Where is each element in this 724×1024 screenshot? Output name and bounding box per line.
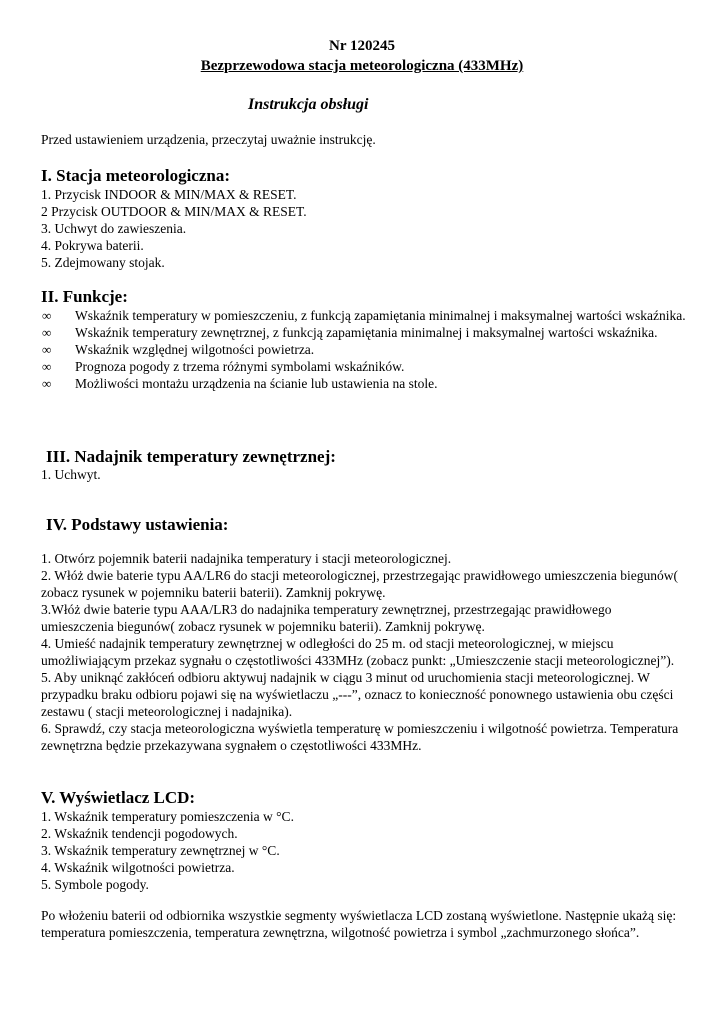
list-item: 1. Otwórz pojemnik baterii nadajnika temperatury i stacji meteorologicznej. (41, 551, 452, 566)
infinity-bullet-icon: ∞ (42, 325, 52, 340)
list-item: 4. Pokrywa baterii. (41, 238, 144, 253)
section-4-title: IV. Podstawy ustawienia: (46, 515, 229, 534)
infinity-bullet-icon: ∞ (42, 342, 52, 357)
list-item: 2. Włóż dwie baterie typu AA/LR6 do stacji meteorologicznej, przestrzegając prawidłowego umieszczenia biegunów( zobacz rysunek w pojemniku baterii baterii). Zamknij pokrywę. (41, 568, 679, 600)
section-4 (46, 515, 228, 535)
section-1 (41, 166, 307, 271)
section-5-title: V. Wyświetlacz LCD: (41, 788, 196, 807)
list-item: 6. Sprawdź, czy stacja meteorologiczna wyświetla temperaturę w pomieszczeniu i wilgotność powietrza. Temperatura zewnętrzna będzie przekazywana sygnałem o częstotliwości 433MHz. (41, 721, 679, 753)
list-item: 3. Wskaźnik temperatury zewnętrznej w °C. (41, 843, 280, 858)
section-5-note (41, 907, 681, 941)
list-item: ∞ Wskaźnik temperatury zewnętrznej, z funkcją zapamiętania minimalnej i maksymalnej wartości wskaźnika. (42, 325, 658, 340)
section-2-list (42, 307, 715, 392)
infinity-bullet-icon: ∞ (42, 376, 52, 391)
list-item: 4. Umieść nadajnik temperatury zewnętrznej w odległości do 25 m. od stacji meteorologicznej, w miejscu umożliwiającym przekaz sygnału o częstotliwości 433MHz (zobacz punkt: „Umieszczenie stacji meteorologicznej”). (41, 636, 675, 668)
section-5 (41, 788, 294, 893)
list-item: 5. Symbole pogody. (41, 877, 149, 892)
list-item: 1. Uchwyt. (41, 467, 101, 482)
instruction-heading: Instrukcja obsługi (248, 96, 369, 113)
list-item: 2. Wskaźnik tendencji pogodowych. (41, 826, 238, 841)
intro-text: Przed ustawieniem urządzenia, przeczytaj uważnie instrukcję. (41, 132, 376, 147)
list-item: 1. Przycisk INDOOR & MIN/MAX & RESET. (41, 187, 297, 202)
list-item: ∞ Możliwości montażu urządzenia na ścianie lub ustawienia na stole. (42, 376, 438, 391)
list-item: ∞ Wskaźnik temperatury w pomieszczeniu, z funkcją zapamiętania minimalnej i maksymalnej wartości wskaźnika. (42, 308, 686, 323)
list-item: ∞ Prognoza pogody z trzema różnymi symbolami wskaźników. (42, 359, 405, 374)
section-2-title: II. Funkcje: (41, 287, 128, 306)
section-3 (46, 447, 336, 467)
list-item: 1. Wskaźnik temperatury pomieszczenia w °C. (41, 809, 294, 824)
infinity-bullet-icon: ∞ (42, 359, 52, 374)
section-3-title: III. Nadajnik temperatury zewnętrznej: (46, 447, 336, 466)
list-item: 3.Włóż dwie baterie typu AAA/LR3 do nadajnika temperatury zewnętrznej, przestrzegając prawidłowego umieszczenia biegunów( zobacz rysunek w pojemniku baterii). Zamknij pokrywę. (41, 602, 612, 634)
section-3-list (41, 466, 101, 483)
list-item: ∞ Wskaźnik względnej wilgotności powietrza. (42, 342, 315, 357)
document-title: Bezprzewodowa stacja meteorologiczna (433MHz) (200, 58, 524, 74)
document-number: Nr 120245 (329, 38, 395, 54)
section-2 (41, 287, 128, 307)
list-item: 3. Uchwyt do zawieszenia. (41, 221, 187, 236)
note-paragraph: Po włożeniu baterii od odbiornika wszystkie segmenty wyświetlacza LCD zostaną wyświetlone. Następnie ukażą się: temperatura pomieszczenia, temperatura zewnętrzna, wilgotność powietrza i symbol „zachmurzonego słońca”. (41, 908, 677, 940)
list-item: 2 Przycisk OUTDOOR & MIN/MAX & RESET. (41, 204, 307, 219)
section-4-list (41, 550, 681, 754)
list-item: 4. Wskaźnik wilgotności powietrza. (41, 860, 235, 875)
list-item: 5. Zdejmowany stojak. (41, 255, 165, 270)
section-1-title: I. Stacja meteorologiczna: (41, 166, 230, 185)
infinity-bullet-icon: ∞ (42, 308, 52, 323)
list-item: 5. Aby uniknąć zakłóceń odbioru aktywuj nadajnik w ciągu 3 minut od uruchomienia stacji meteorologicznej. W przypadku braku odbioru pojawi się na wyświetlaczu „---”, oznacz to konieczność ponownego ustawienia obu części zestawu ( stacji meteorologicznej i nadajnika). (41, 670, 674, 719)
